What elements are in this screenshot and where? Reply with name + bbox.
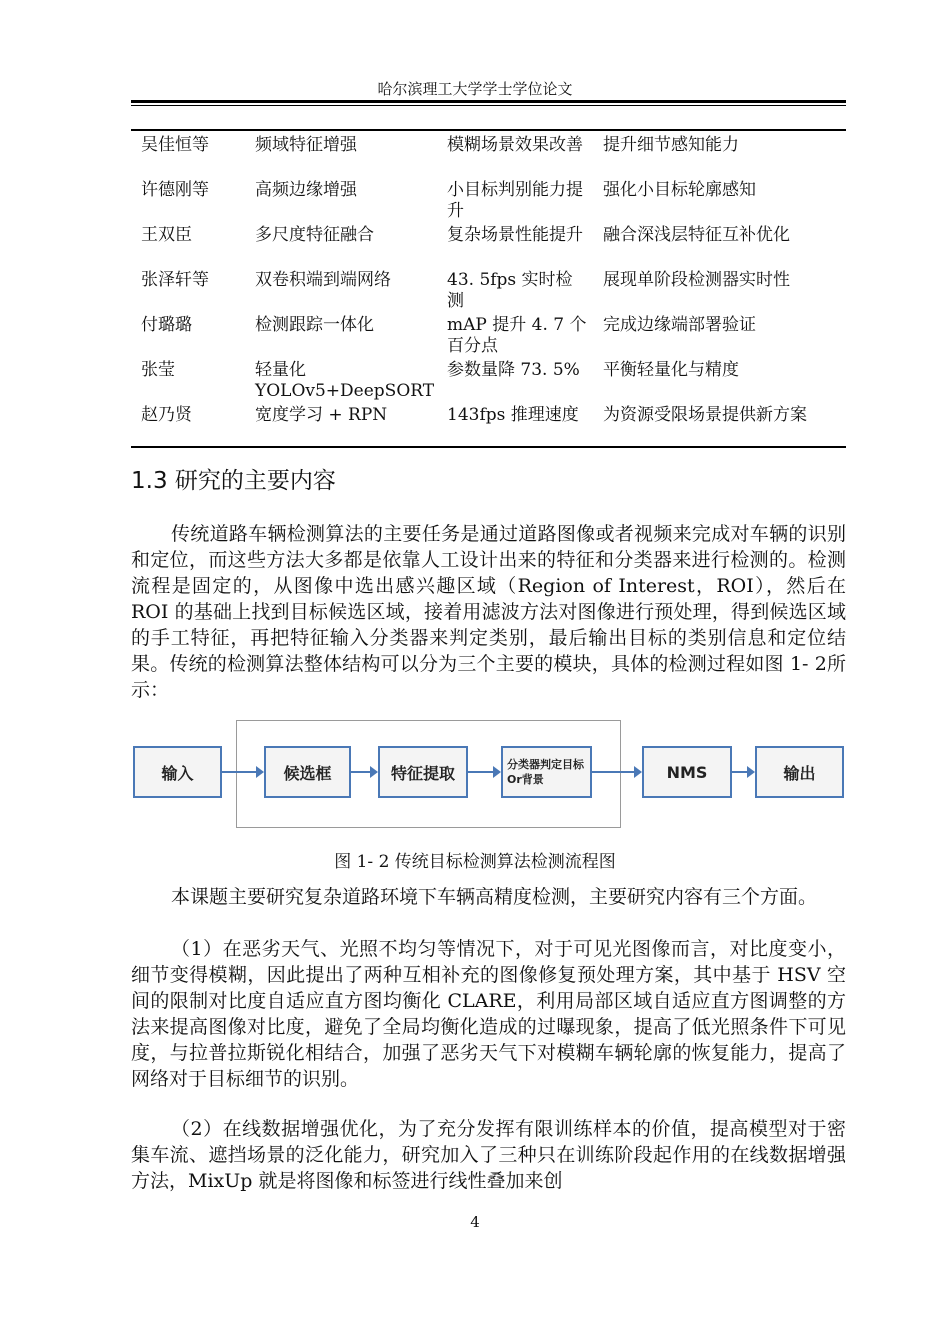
table-row bbox=[131, 176, 846, 221]
table-cell: 双卷积端到端网络 bbox=[255, 270, 391, 290]
arrow-right-icon bbox=[351, 771, 376, 773]
table-cell: 多尺度特征融合 bbox=[255, 225, 374, 245]
table-cell: 参数量降 73. 5% bbox=[447, 360, 580, 380]
page-number: 4 bbox=[470, 1213, 480, 1231]
table-cell: 宽度学习 + RPN bbox=[255, 405, 388, 425]
table-cell: 展现单阶段检测器实时性 bbox=[603, 270, 790, 290]
table-row bbox=[131, 131, 846, 176]
table-cell: 张莹 bbox=[141, 360, 175, 380]
figure-caption: 图 1- 2 传统目标检测算法检测流程图 bbox=[334, 852, 616, 872]
table-cell: 复杂场景性能提升 bbox=[447, 225, 583, 245]
table-cell: 模糊场景效果改善 bbox=[447, 135, 583, 155]
table-cell: mAP 提升 4. 7 个百分点 bbox=[447, 315, 587, 356]
flow-box-feature: 特征提取 bbox=[378, 746, 468, 798]
header-rule-thick bbox=[131, 100, 846, 103]
table-cell: 赵乃贤 bbox=[141, 405, 192, 425]
section-heading: 1.3 研究的主要内容 bbox=[131, 468, 336, 494]
flow-box-output: 输出 bbox=[755, 746, 844, 798]
table-cell: 强化小目标轮廓感知 bbox=[603, 180, 756, 200]
table-cell: 许德刚等 bbox=[141, 180, 209, 200]
flow-box-candidate: 候选框 bbox=[264, 746, 351, 798]
table-row bbox=[131, 266, 846, 311]
paragraph: （1）在恶劣天气、光照不均匀等情况下，对于可见光图像而言，对比度变小，细节变得模糊，因此提出了两种互相补充的图像修复预处理方案，其中基于 HSV 空间的限制对比度自适应直方图均衡化 CLARE，利用局部区域自适应直方图调整的方法来提高图像对比度，避免了全局均衡化造成的过曝现象，提高了低光照条件下可见度，与拉普拉斯锐化相结合，加强了恶劣天气下对模糊车辆轮廓的恢复能力，提高了网络对于目标细节的识别。 bbox=[131, 938, 846, 1090]
flow-box-classifier: 分类器判定目标Or背景 bbox=[501, 746, 592, 798]
flow-box-nms: NMS bbox=[642, 746, 732, 798]
table-cell: 高频边缘增强 bbox=[255, 180, 357, 200]
table-cell: 检测跟踪一体化 bbox=[255, 315, 374, 335]
table-cell: 张泽轩等 bbox=[141, 270, 209, 290]
table-cell: 为资源受限场景提供新方案 bbox=[603, 405, 807, 425]
table-cell: 频域特征增强 bbox=[255, 135, 357, 155]
table-row bbox=[131, 401, 846, 446]
table-cell: 完成边缘端部署验证 bbox=[603, 315, 756, 335]
header-rule-thin bbox=[131, 105, 846, 106]
flowchart-figure bbox=[131, 716, 846, 832]
paragraph: （2）在线数据增强优化，为了充分发挥有限训练样本的价值，提高模型对于密集车流、遮挡场景的泛化能力，研究加入了三种只在训练阶段起作用的在线数据增强方法，MixUp 就是将图像和标签进行线性叠加来创 bbox=[131, 1118, 846, 1192]
arrow-right-icon bbox=[732, 771, 753, 773]
table-cell: 平衡轻量化与精度 bbox=[603, 360, 739, 380]
arrow-right-icon bbox=[222, 771, 262, 773]
flow-box-input: 输入 bbox=[133, 746, 222, 798]
table-cell: 融合深浅层特征互补优化 bbox=[603, 225, 790, 245]
table-cell: 轻量化 YOLOv5+DeepSORT bbox=[255, 360, 435, 401]
table-cell: 43. 5fps 实时检测 bbox=[447, 270, 573, 311]
comparison-table bbox=[131, 129, 846, 448]
table-row bbox=[131, 356, 846, 401]
arrow-right-icon bbox=[592, 771, 640, 773]
arrow-right-icon bbox=[468, 771, 499, 773]
running-header: 哈尔滨理工大学学士学位论文 bbox=[377, 80, 573, 98]
table-cell: 付璐璐 bbox=[141, 315, 192, 335]
paragraph: 传统道路车辆检测算法的主要任务是通过道路图像或者视频来完成对车辆的识别和定位，而这些方法大多都是依靠人工设计出来的特征和分类器来进行检测的。检测流程是固定的，从图像中选出感兴趣区域（Region of Interest，ROI），然后在 ROI 的基础上找到目标候选区域，接着用滤波方法对图像进行预处理，得到候选区域的手工特征，再把特征输入分类器来判定类别，最后输出目标的类别信息和定位结果。传统的检测算法整体结构可以分为三个主要的模块，具体的检测过程如图 1- 2所示： bbox=[131, 523, 846, 701]
paragraph: 本课题主要研究复杂道路环境下车辆高精度检测，主要研究内容有三个方面。 bbox=[171, 886, 818, 908]
table-cell: 提升细节感知能力 bbox=[603, 135, 739, 155]
table-cell: 143fps 推理速度 bbox=[447, 405, 579, 425]
table-bottom-rule bbox=[131, 446, 846, 448]
table-cell: 王双臣 bbox=[141, 225, 192, 245]
table-cell: 小目标判别能力提升 bbox=[447, 180, 583, 221]
table-cell: 吴佳恒等 bbox=[141, 135, 209, 155]
table-row bbox=[131, 311, 846, 356]
table-row bbox=[131, 221, 846, 266]
